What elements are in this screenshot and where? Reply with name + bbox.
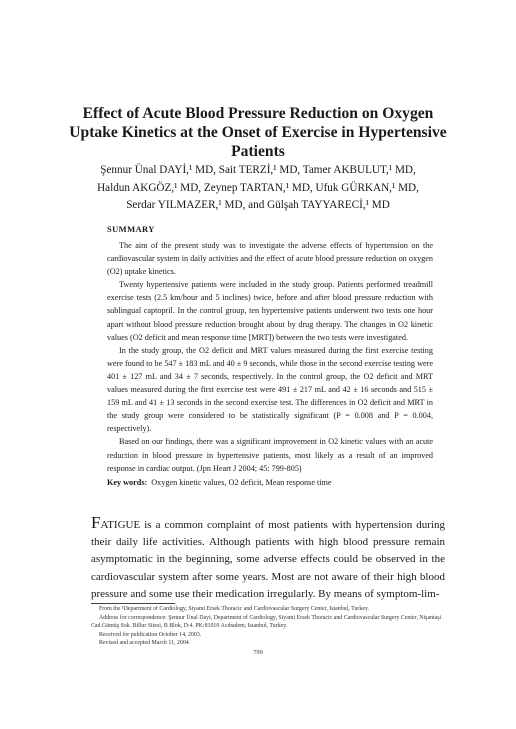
keywords-text: Oxygen kinetic values, O2 deficit, Mean response time (151, 478, 332, 487)
abstract-paragraph: Based on our findings, there was a significant improvement in O2 kinetic values with an acute reduction in blood pressure in hypertensive patients, most likely as a result of an improved response in cardiac output. (Jpn Heart J 2004; 45: 799-805) (107, 437, 433, 473)
footnote-rule (91, 603, 175, 604)
article-title: Effect of Acute Blood Pressure Reduction on Oxygen Uptake Kinetics at the Onset of Exercise in Hypertensive Patients (69, 105, 447, 160)
keywords-label: Key words: (107, 478, 148, 487)
abstract-paragraph: The aim of the present study was to investigate the adverse effects of hypertension on the cardiovascular system in daily activities and the effect of acute blood pressure reduction on oxygen (O2) uptake kinetics. (107, 241, 433, 277)
author-line: Haldun AKGÖZ,¹ MD, Zeynep TARTAN,¹ MD, Ufuk GÜRKAN,¹ MD, (97, 181, 419, 194)
abstract-paragraph: In the study group, the O2 deficit and MRT values measured during the first exercise testing were found to be 547 ± 183 mL and 40 ± 9 seconds, while those in the second exercise testing were 401 ± 127 mL and 34 ± 7 seconds, respectively. In the control group, the O2 deficit and MRT values measured during the first exercise test were 491 ± 217 mL and 42 ± 16 seconds and 515 ± 159 mL and 41 ± 13 seconds in the second exercise test. The differences in O2 deficit and MRT in the study group were considered to be statistically significant (P = 0.008 and P = 0.004, respectively). (107, 345, 433, 434)
drop-cap: F (91, 513, 101, 532)
footnote: From the ¹Department of Cardiology, Siyami Ersek Thoracic and Cardiovascular Surgery Center, Istanbul, Turkey. (99, 606, 369, 612)
abstract (107, 239, 433, 475)
author-line: Şennur Ünal DAYİ,¹ MD, Sait TERZİ,¹ MD, Tamer AKBULUT,¹ MD, (100, 164, 416, 176)
author-line: Serdar YILMAZER,¹ MD, and Gülşah TAYYARECİ,¹ MD (126, 199, 390, 211)
body-text (91, 514, 445, 603)
body-paragraph (91, 514, 445, 603)
footnote: Revised and accepted March 11, 2004. (99, 640, 191, 647)
footnote: Address for correspondence: Şennur Ünal Dayi, Department of Cardiology, Siyami Ersek Thoracic and Cardiovascular Surgery Center, Nişantaşi Cad.Gümüş Sok. Billur Sitesi, B Blok, D:4. PK:81010 Acıbadem, Istanbul, Turkey. (91, 614, 442, 630)
summary-heading: SUMMARY (107, 224, 155, 234)
author-list (60, 162, 456, 215)
keywords (107, 478, 433, 487)
footnote: Received for publication October 14, 2003. (99, 631, 202, 638)
body-paragraph-text: ATIGUE is a common complaint of most patients with hypertension during their daily life activities. Although patients with high blood pressure remain asymptomatic in the beginning, some adverse effects could be observed in the cardiovascular system after some years. Most are not aware of their high blood pressure and some use their medication irregularly. By means of symptom-lim- (91, 519, 445, 600)
page-number: 799 (253, 649, 263, 656)
footnotes (91, 605, 445, 648)
abstract-paragraph: Twenty hypertensive patients were included in the study group. Patients performed treadmill exercise tests (2.5 km/hour and 5 inclines) twice, before and after blood pressure reduction with sublingual captopril. In the control group, ten hypertensive patients underwent two tests one hour apart without blood pressure reduction brought about by drug therapy. The changes in O2 kinetic values (O2 deficit and mean response time [MRT]) between the two tests were investigated. (107, 280, 433, 342)
